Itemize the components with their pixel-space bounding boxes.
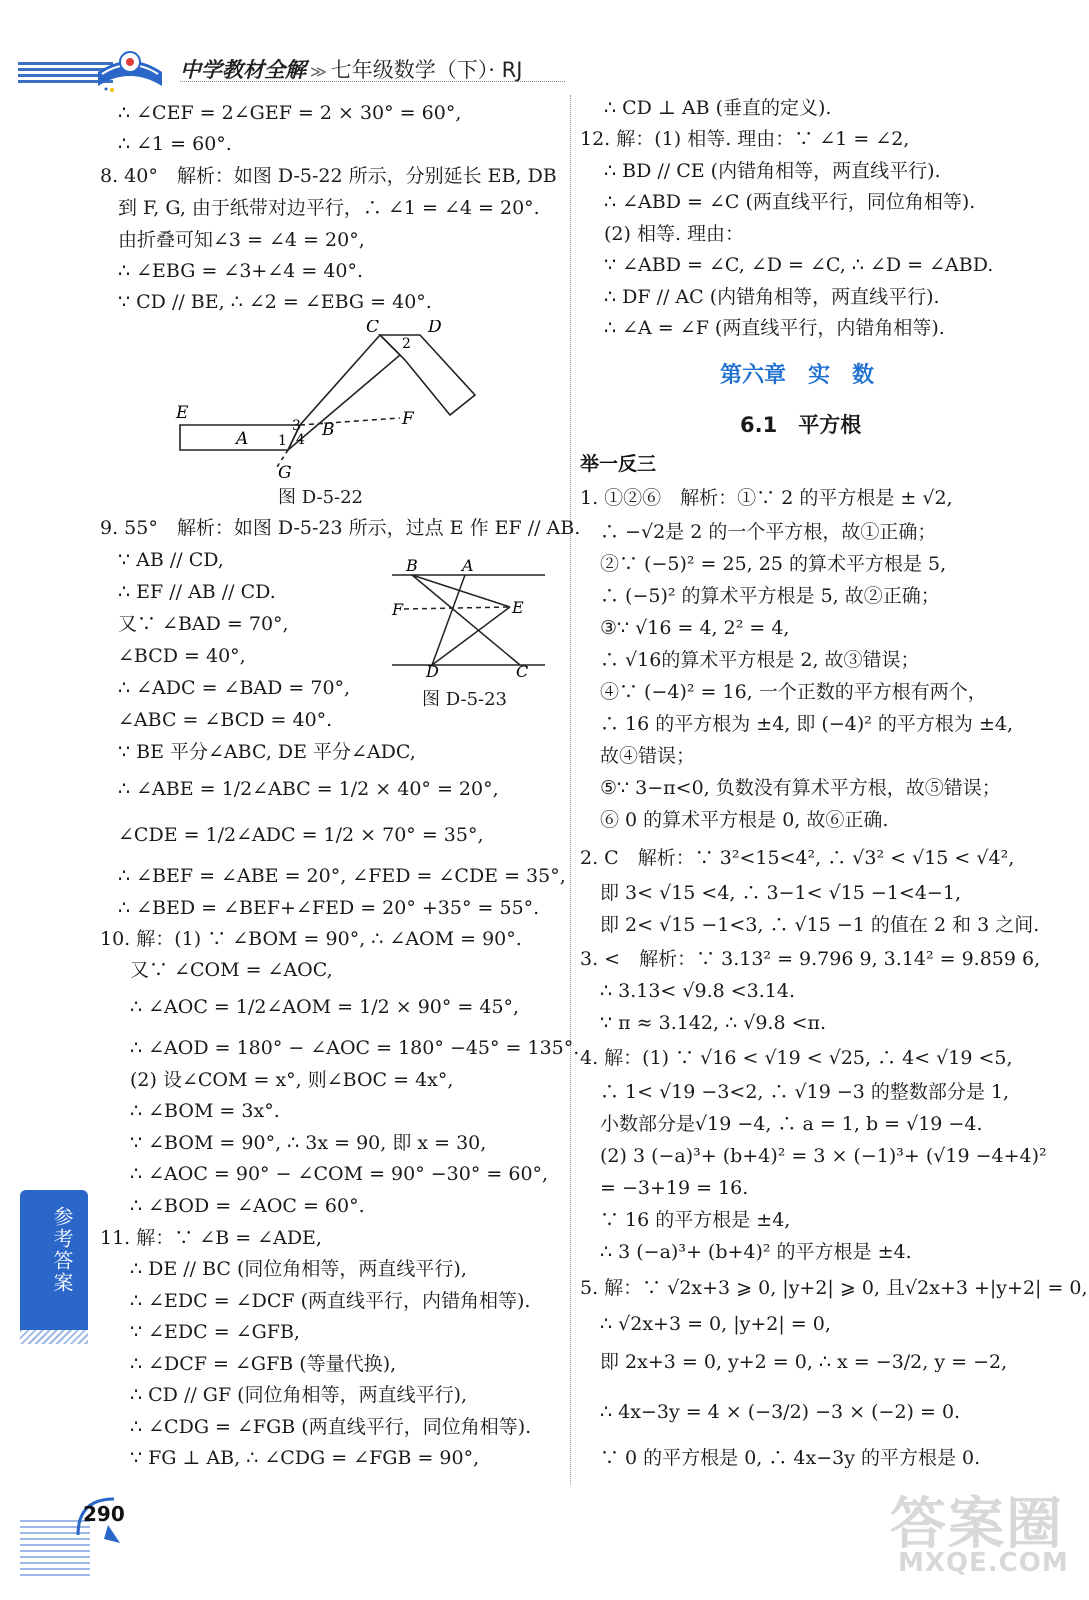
book-logo-icon (90, 42, 170, 94)
answer-8-line: 8. 40° 解析：如图 D-5-22 所示，分别延长 EB, DB (100, 165, 557, 187)
fig1-label-C: C (366, 320, 380, 337)
fig1-label-B: B (322, 420, 335, 440)
text-line: (2) 设∠COM = x°, 则∠BOC = 4x°, (130, 1069, 454, 1091)
text-line: ∴ 3 (−a)³+ (b+4)² 的平方根是 ±4. (600, 1241, 912, 1263)
text-line: ∴ BD // CE (内错角相等，两直线平行). (604, 160, 941, 182)
text-line: ∵ ∠BOM = 90°, ∴ 3x = 90, 即 x = 30, (130, 1132, 487, 1154)
watermark-url: MXQE.COM (898, 1548, 1069, 1578)
text-line: ∴ √16的算术平方根是 2, 故③错误； (600, 649, 920, 671)
side-tab-label: 参考答案 (50, 1206, 74, 1294)
text-line: ∴ ∠CEF = 2∠GEF = 2 × 30° = 60°, (118, 102, 462, 124)
answer-1-line: 1. ①②⑥ 解析：①∵ 2 的平方根是 ± √2, (580, 487, 953, 509)
text-line: ∴ ∠DCF = ∠GFB (等量代换), (130, 1353, 397, 1375)
text-line: ∴ EF // AB // CD. (118, 581, 276, 603)
text-line: ∵ BE 平分∠ABC, DE 平分∠ADC, (118, 741, 416, 763)
answer-9-line: 9. 55° 解析：如图 D-5-23 所示，过点 E 作 EF // AB. (100, 517, 581, 539)
figure-d-5-22 (170, 320, 510, 480)
section-title: 6.1 平方根 (740, 413, 862, 437)
book-subtitle: 七年级数学（下）· RJ (330, 58, 523, 82)
text-line: 故④错误； (600, 745, 696, 767)
text-line: ∴ ∠CDG = ∠FGB (两直线平行，同位角相等). (130, 1416, 532, 1438)
fig2-label-B: B (406, 557, 418, 575)
text-line: 又∵ ∠COM = ∠AOC, (130, 959, 333, 981)
fig1-label-D: D (428, 320, 442, 337)
fig2-label-C: C (516, 662, 529, 677)
text-line: 即 3< √15 <4, ∴ 3−1< √15 −1<4−1, (600, 882, 961, 904)
text-line: ∴ 16 的平方根为 ±4, 即 (−4)² 的平方根为 ±4, (600, 713, 1014, 735)
watermark-title: 答案圈 (890, 1492, 1064, 1557)
text-line: ∵ π ≈ 3.142, ∴ √9.8 <π. (600, 1012, 827, 1034)
answer-2-line: 2. C 解析：∵ 3²<15<4², ∴ √3² < √15 < √4², (580, 847, 1015, 869)
page-header (0, 0, 1089, 95)
answer-5-line: 5. 解：∵ √2x+3 ⩾ 0, |y+2| ⩾ 0, 且√2x+3 +|y+2| = 0, (580, 1277, 1088, 1299)
fig1-label-3: 3 (292, 418, 301, 434)
text-line: ∴ ∠AOC = 90° − ∠COM = 90° −30° = 60°, (130, 1163, 549, 1185)
text-line: ∵ AB // CD, (118, 549, 224, 571)
text-line: ④∵ (−4)² = 16, 一个正数的平方根有两个， (600, 681, 987, 703)
text-line: ∴ DF // AC (内错角相等，两直线平行). (604, 286, 940, 308)
text-line: ∴ ∠BOD = ∠AOC = 60°. (130, 1195, 365, 1217)
text-line: ∴ 3.13< √9.8 <3.14. (600, 980, 796, 1002)
fig1-label-F: F (402, 409, 414, 429)
figure-d-5-23 (390, 557, 550, 677)
text-line: ∵ 16 的平方根是 ±4, (600, 1209, 791, 1231)
text-line: ∠ABC = ∠BCD = 40°. (118, 709, 333, 731)
fig1-label-A: A (236, 429, 249, 449)
watermark (890, 1480, 1069, 1578)
text-line: ∴ 4x−3y = 4 × (−3/2) −3 × (−2) = 0. (600, 1401, 961, 1423)
text-line: ∴ ∠BED = ∠BEF+∠FED = 20° +35° = 55°. (118, 897, 540, 919)
text-line: 到 F, G, 由于纸带对边平行，∴ ∠1 = ∠4 = 20°. (118, 197, 540, 219)
text-line: ∴ ∠EDC = ∠DCF (两直线平行，内错角相等). (130, 1290, 531, 1312)
text-line: = −3+19 = 16. (600, 1177, 749, 1199)
text-line: ∴ √2x+3 = 0, |y+2| = 0, (600, 1313, 831, 1335)
page-number: 290 (83, 1502, 125, 1526)
fig1-label-G: G (278, 463, 292, 480)
header-separator: ≫ (310, 62, 327, 81)
text-line: ∴ DE // BC (同位角相等，两直线平行), (130, 1258, 467, 1280)
text-line: ∴ ∠ABD = ∠C (两直线平行，同位角相等). (604, 191, 976, 213)
text-line: ∴ (−5)² 的算术平方根是 5, 故②正确； (600, 585, 940, 607)
text-line: ∴ CD ⊥ AB (垂直的定义). (604, 97, 832, 119)
text-line: ⑤∵ 3−π<0, 负数没有算术平方根，故⑤错误； (600, 777, 1001, 799)
text-line: ②∵ (−5)² = 25, 25 的算术平方根是 5, (600, 553, 947, 575)
text-line: ∵ FG ⊥ AB, ∴ ∠CDG = ∠FGB = 90°, (130, 1447, 480, 1469)
figure-caption: 图 D-5-23 (422, 689, 508, 710)
text-line: ∴ ∠EBG = ∠3+∠4 = 40°. (118, 260, 364, 282)
text-line: 小数部分是√19 −4, ∴ a = 1, b = √19 −4. (600, 1113, 983, 1135)
text-line: ∴ ∠A = ∠F (两直线平行，内错角相等). (604, 317, 945, 339)
text-line: 又∵ ∠BAD = 70°, (118, 613, 289, 635)
subsection-heading: 举一反三 (580, 453, 657, 475)
answer-3-line: 3. < 解析：∵ 3.13² = 9.796 9, 3.14² = 9.859 6, (580, 948, 1041, 970)
text-line: (2) 相等. 理由： (604, 223, 745, 245)
text-line: ∴ ∠BOM = 3x°. (130, 1100, 280, 1122)
text-line: ∴ ∠ADC = ∠BAD = 70°, (118, 677, 351, 699)
fig2-label-D: D (426, 662, 439, 677)
column-divider (570, 95, 571, 1485)
text-line: ∵ CD // BE, ∴ ∠2 = ∠EBG = 40°. (118, 291, 432, 313)
text-line: ∠BCD = 40°, (118, 645, 246, 667)
text-line: 由折叠可知∠3 = ∠4 = 20°, (118, 229, 365, 251)
text-line: ∴ ∠ABE = 1/2∠ABC = 1/2 × 40° = 20°, (118, 778, 499, 800)
fig1-label-4: 4 (296, 432, 305, 448)
answer-12-line: 12. 解：(1) 相等. 理由：∵ ∠1 = ∠2, (580, 128, 910, 150)
figure-caption: 图 D-5-22 (278, 487, 364, 508)
text-line: ∵ 0 的平方根是 0, ∴ 4x−3y 的平方根是 0. (600, 1447, 981, 1469)
fig1-label-2: 2 (402, 336, 411, 352)
text-line: 即 2x+3 = 0, y+2 = 0, ∴ x = −3/2, y = −2, (600, 1351, 1008, 1373)
text-line: ⑥ 0 的算术平方根是 0, 故⑥正确. (600, 809, 889, 831)
text-line: 即 2< √15 −1<3, ∴ √15 −1 的值在 2 和 3 之间. (600, 914, 1040, 936)
answer-4-line: 4. 解：(1) ∵ √16 < √19 < √25, ∴ 4< √19 <5, (580, 1047, 1013, 1069)
header-title (180, 54, 522, 84)
text-line: ∴ CD // GF (同位角相等，两直线平行), (130, 1384, 468, 1406)
chapter-title: 第六章 实 数 (720, 363, 875, 388)
text-line: ∵ ∠EDC = ∠GFB, (130, 1321, 300, 1343)
text-line: ∴ ∠AOC = 1/2∠AOM = 1/2 × 90° = 45°, (130, 996, 520, 1018)
text-line: ∴ ∠1 = 60°. (118, 133, 232, 155)
text-line: (2) 3 (−a)³+ (b+4)² = 3 × (−1)³+ (√19 −4+4)² (600, 1145, 1047, 1167)
text-line: ③∵ √16 = 4, 2² = 4, (600, 617, 790, 639)
text-line: ∵ ∠ABD = ∠C, ∠D = ∠C, ∴ ∠D = ∠ABD. (604, 254, 994, 276)
text-line: ∠CDE = 1/2∠ADC = 1/2 × 70° = 35°, (118, 824, 484, 846)
fig2-label-F: F (392, 600, 404, 619)
text-line: ∴ ∠BEF = ∠ABE = 20°, ∠FED = ∠CDE = 35°, (118, 865, 566, 887)
fig2-label-A: A (462, 557, 474, 575)
header-underline (180, 81, 565, 82)
side-hatch (20, 1330, 88, 1344)
text-line: ∴ ∠AOD = 180° − ∠AOC = 180° −45° = 135°. (130, 1037, 580, 1059)
text-line: ∴ 1< √19 −3<2, ∴ √19 −3 的整数部分是 1, (600, 1081, 1010, 1103)
text-line: ∴ −√2是 2 的一个平方根，故①正确； (600, 521, 937, 543)
answer-11-line: 11. 解：∵ ∠B = ∠ADE, (100, 1227, 322, 1249)
fig2-label-E: E (512, 598, 524, 617)
fig1-label-1: 1 (278, 433, 287, 449)
fig1-label-E: E (176, 403, 189, 423)
answer-10-line: 10. 解：(1) ∵ ∠BOM = 90°, ∴ ∠AOM = 90°. (100, 928, 522, 950)
book-title: 中学教材全解 (180, 58, 306, 82)
